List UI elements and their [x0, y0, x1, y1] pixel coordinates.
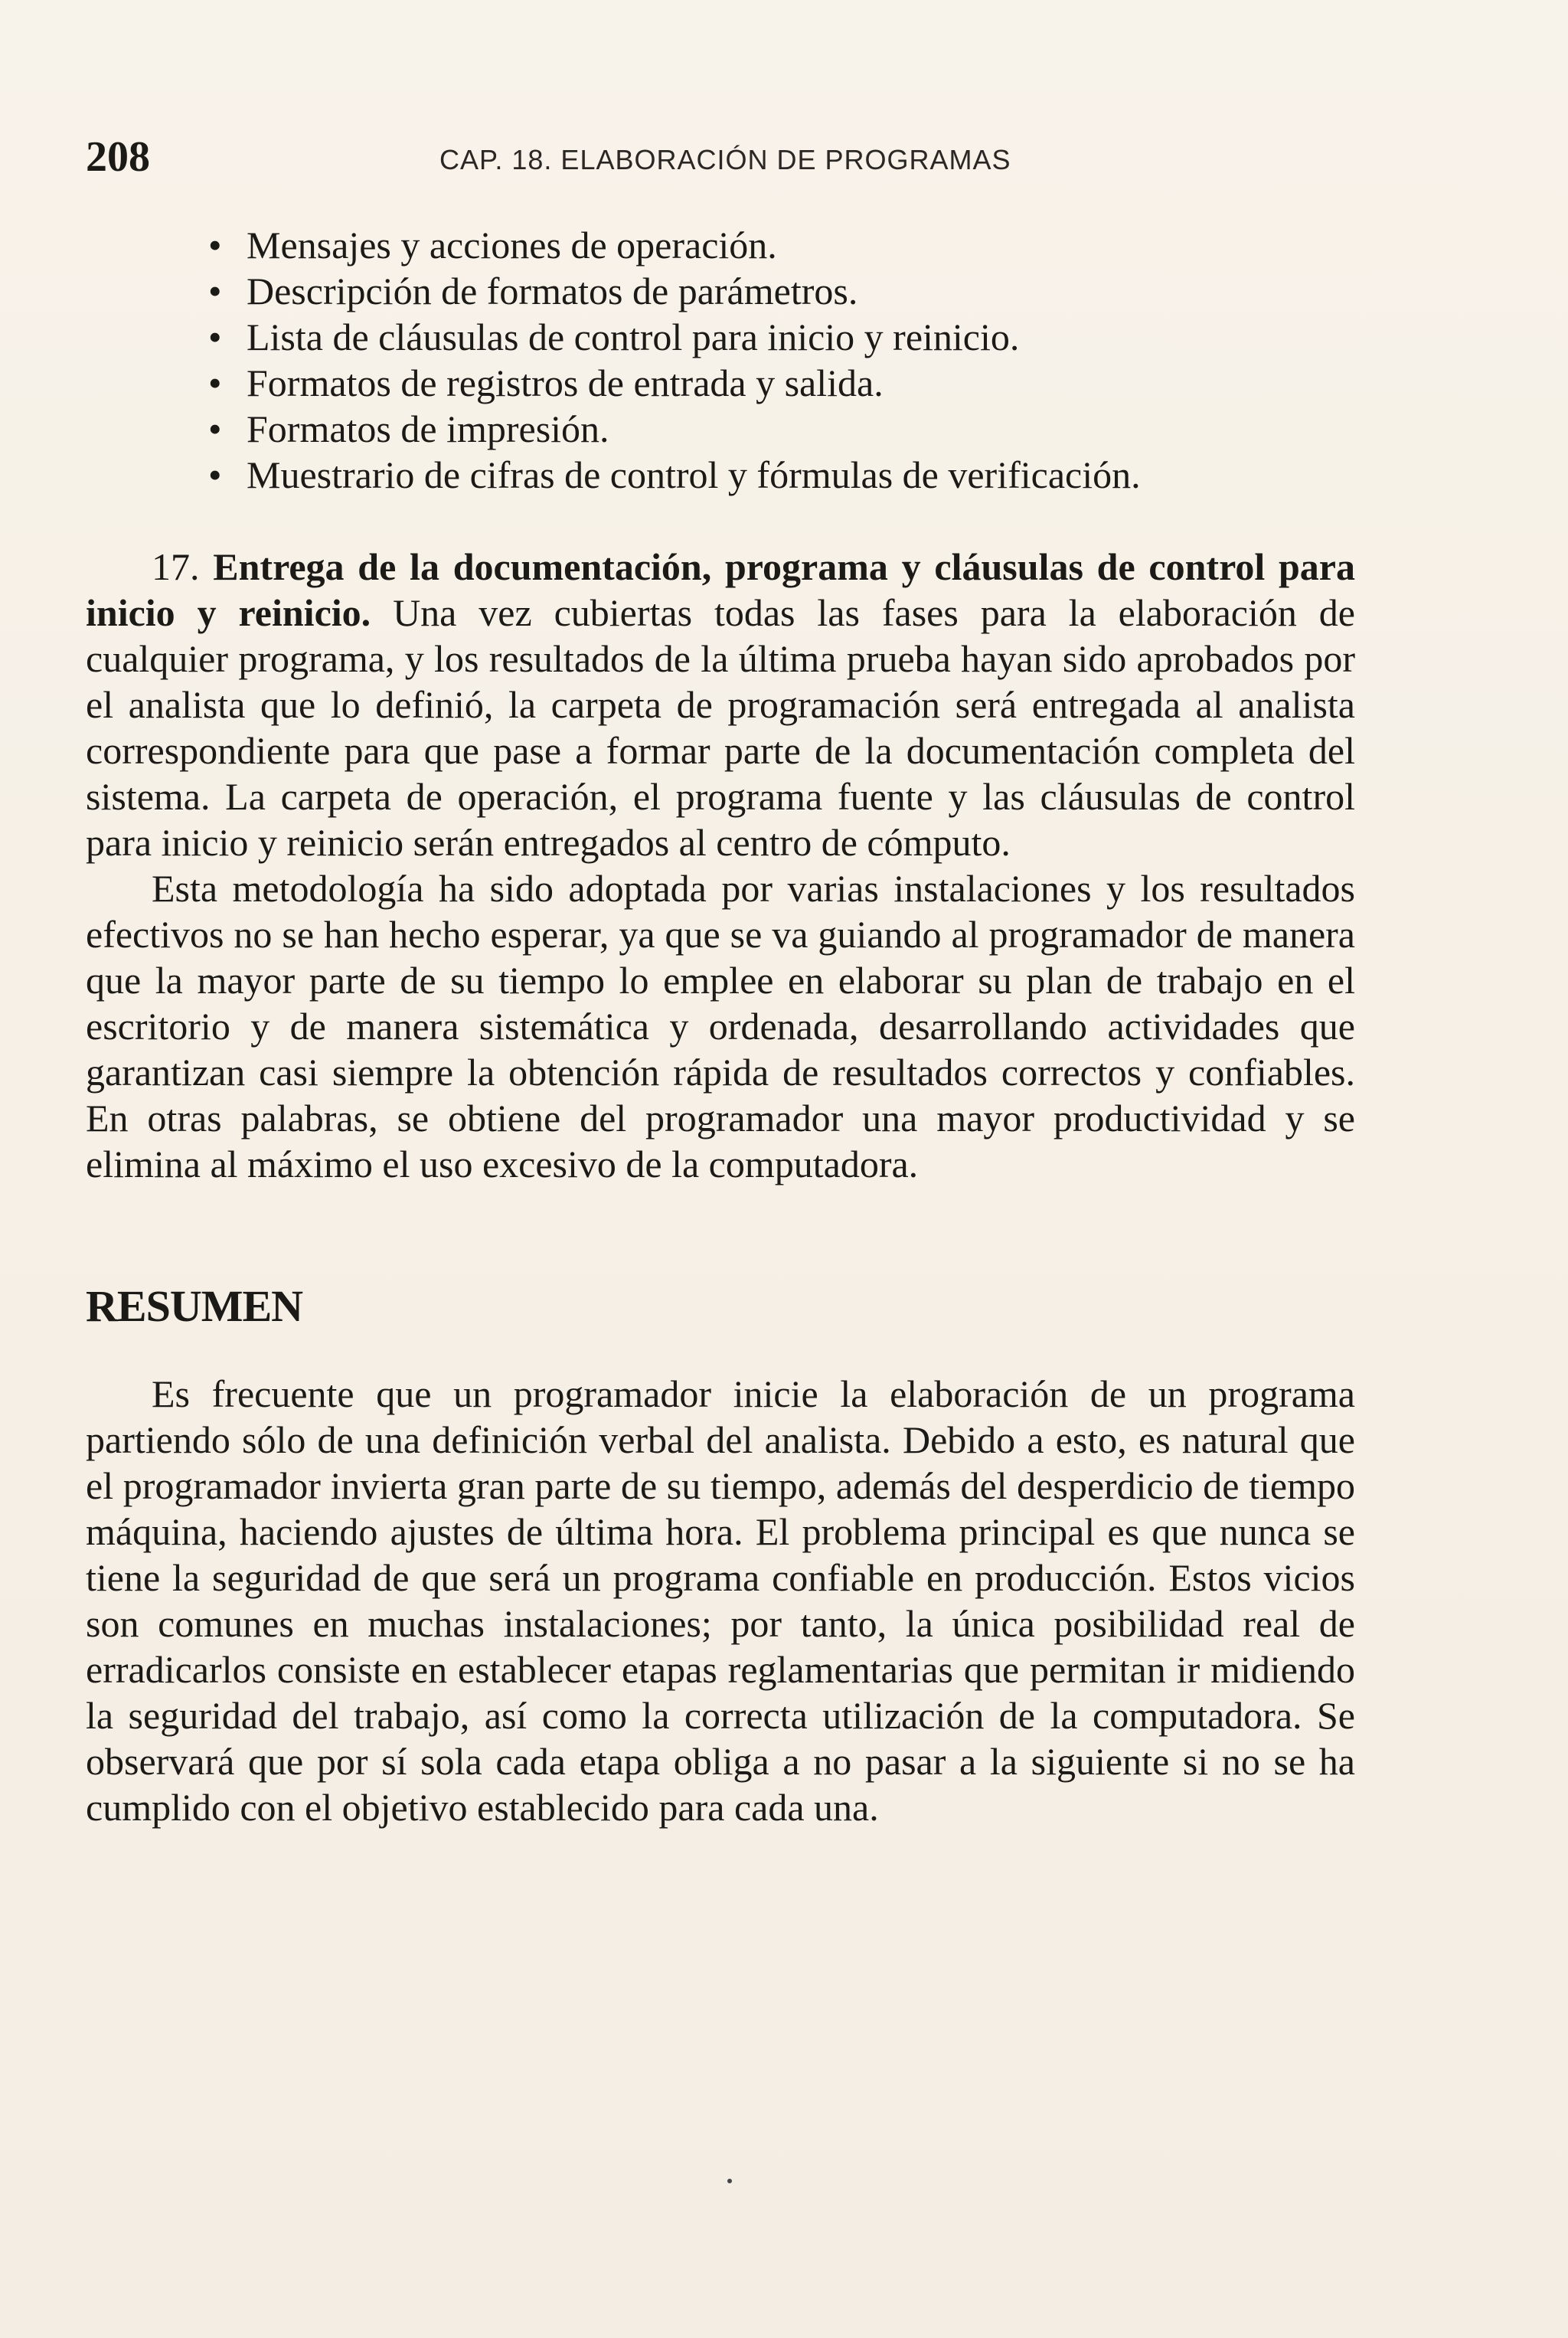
list-item-text: Lista de cláusulas de control para inicio y reinicio.: [247, 316, 1020, 358]
list-item: [86, 314, 1355, 360]
bullet-icon: •: [208, 453, 222, 496]
section-title-resumen: RESUMEN: [86, 1281, 303, 1331]
list-item-text: Formatos de registros de entrada y salida.: [247, 361, 884, 404]
bullet-list: [86, 222, 1355, 498]
item-17-paragraph: [86, 544, 1355, 865]
page-number: 208: [86, 133, 150, 181]
spacer: [86, 498, 1355, 544]
bullet-icon: •: [208, 224, 222, 266]
page-header: [86, 130, 1357, 184]
bullet-icon: •: [208, 270, 222, 312]
running-head: CAP. 18. ELABORACIÓN DE PROGRAMAS: [439, 144, 1011, 175]
print-speck: [727, 2179, 732, 2183]
item-17-text: Una vez cubiertas todas las fases para la elaboración de cualquier programa, y los resultados de la última prueba hayan sido aprobados por el analista que lo definió, la carpeta de programación será entregada al analista correspondiente para que pase a formar parte de la documentación completa del sistema. La carpeta de operación, el programa fuente y las cláusulas de control para inicio y reinicio serán entregados al centro de cómputo.: [86, 591, 1355, 864]
page-content: [86, 222, 1355, 1830]
bullet-icon: •: [208, 316, 222, 358]
list-item-text: Mensajes y acciones de operación.: [247, 224, 777, 266]
item-17-number: 17.: [152, 545, 200, 588]
list-item: [86, 222, 1355, 268]
list-item: [86, 406, 1355, 452]
bullet-icon: •: [208, 361, 222, 404]
methodology-paragraph: Esta metodología ha sido adoptada por varias instalaciones y los resultados efectivos no se han hecho esperar, ya que se va guiando al programador de manera que la mayor parte de su tiempo lo emplee en elaborar su plan de trabajo en el escritorio y de manera sistemática y ordenada, desarrollando actividades que garantizan casi siempre la obtención rápida de resultados correctos y confiables. En otras palabras, se obtiene del programador una mayor productividad y se elimina al máximo el uso excesivo de la computadora.: [86, 867, 1355, 1185]
item-17-title: Entrega de la documentación, programa y cláusulas de control para inicio y reinicio.: [86, 545, 1356, 634]
list-item-text: Descripción de formatos de parámetros.: [247, 270, 858, 312]
list-item: [86, 268, 1355, 314]
list-item-text: Muestrario de cifras de control y fórmulas de verificación.: [247, 453, 1141, 496]
bullet-icon: •: [208, 407, 222, 450]
list-item: [86, 452, 1355, 498]
spacer: [86, 1187, 1355, 1279]
list-item: [86, 360, 1355, 406]
summary-paragraph: Es frecuente que un programador inicie la elaboración de un programa partiendo sólo de una definición verbal del analista. Debido a esto, es natural que el programador invierta gran parte de su tiempo, además del desperdicio de tiempo máquina, haciendo ajustes de última hora. El problema principal es que nunca se tiene la seguridad de que será un programa confiable en producción. Estos vicios son comunes en muchas instalaciones; por tanto, la única posibilidad real de erradicarlos consiste en establecer etapas reglamentarias que permitan ir midiendo la seguridad del trabajo, así como la correcta utilización de la computadora. Se observará que por sí sola cada etapa obliga a no pasar a la siguiente si no se ha cumplido con el objetivo establecido para cada una.: [86, 1372, 1355, 1829]
list-item-text: Formatos de impresión.: [247, 407, 609, 450]
